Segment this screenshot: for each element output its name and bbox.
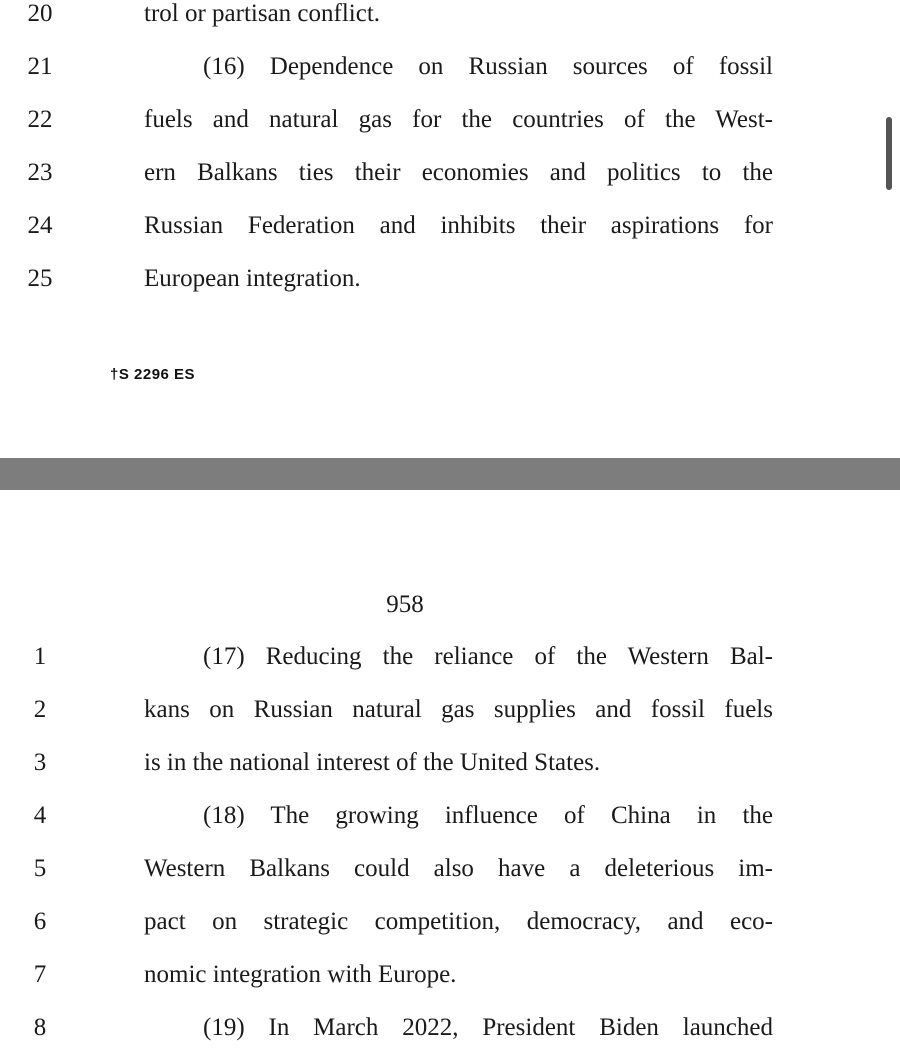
line-22 xyxy=(0,100,900,140)
line-number: 3 xyxy=(33,749,47,776)
line-number: 25 xyxy=(27,265,53,292)
line-8 xyxy=(0,1008,900,1048)
line-number: 7 xyxy=(33,961,47,988)
line-text: ern Balkans ties their economies and politics to the xyxy=(144,159,773,186)
line-text: (17) Reducing the reliance of the Western Bal- xyxy=(203,643,773,670)
line-6 xyxy=(0,902,900,942)
line-number: 5 xyxy=(33,855,47,882)
line-text: fuels and natural gas for the countries of the West- xyxy=(144,106,773,133)
line-4 xyxy=(0,796,900,836)
previous-page xyxy=(0,0,900,458)
line-3 xyxy=(0,743,900,783)
line-number: 24 xyxy=(27,212,53,239)
line-number: 22 xyxy=(27,106,53,133)
line-5 xyxy=(0,849,900,889)
line-20 xyxy=(0,0,900,34)
line-number: 8 xyxy=(33,1014,47,1041)
line-text: nomic integration with Europe. xyxy=(144,961,457,988)
line-text: trol or partisan conflict. xyxy=(144,0,381,27)
line-number: 21 xyxy=(27,53,53,80)
line-text: kans on Russian natural gas supplies and fossil fuels xyxy=(144,696,773,723)
line-23 xyxy=(0,153,900,193)
line-number: 20 xyxy=(27,0,53,27)
line-number: 4 xyxy=(33,802,47,829)
line-text: European integration. xyxy=(144,265,361,292)
line-number: 6 xyxy=(33,908,47,935)
line-24 xyxy=(0,206,900,246)
line-text: Western Balkans could also have a deleterious im- xyxy=(144,855,773,882)
line-text: Russian Federation and inhibits their aspirations for xyxy=(144,212,773,239)
scrollbar-thumb[interactable] xyxy=(886,117,892,190)
line-text: (18) The growing influence of China in the xyxy=(203,802,773,829)
page-divider xyxy=(0,458,900,490)
line-number: 23 xyxy=(27,159,53,186)
line-2 xyxy=(0,690,900,730)
line-text: (19) In March 2022, President Biden launched xyxy=(203,1014,773,1041)
line-text: is in the national interest of the United States. xyxy=(144,749,601,776)
line-text: (16) Dependence on Russian sources of fossil xyxy=(203,53,773,80)
line-number: 1 xyxy=(33,643,47,670)
line-7 xyxy=(0,955,900,995)
line-1 xyxy=(0,637,900,677)
line-number: 2 xyxy=(33,696,47,723)
bill-footer-code: †S 2296 ES xyxy=(110,366,196,383)
page-number: 958 xyxy=(386,591,424,618)
line-text: pact on strategic competition, democracy, and eco- xyxy=(144,908,773,935)
line-21 xyxy=(0,47,900,87)
line-25 xyxy=(0,259,900,299)
